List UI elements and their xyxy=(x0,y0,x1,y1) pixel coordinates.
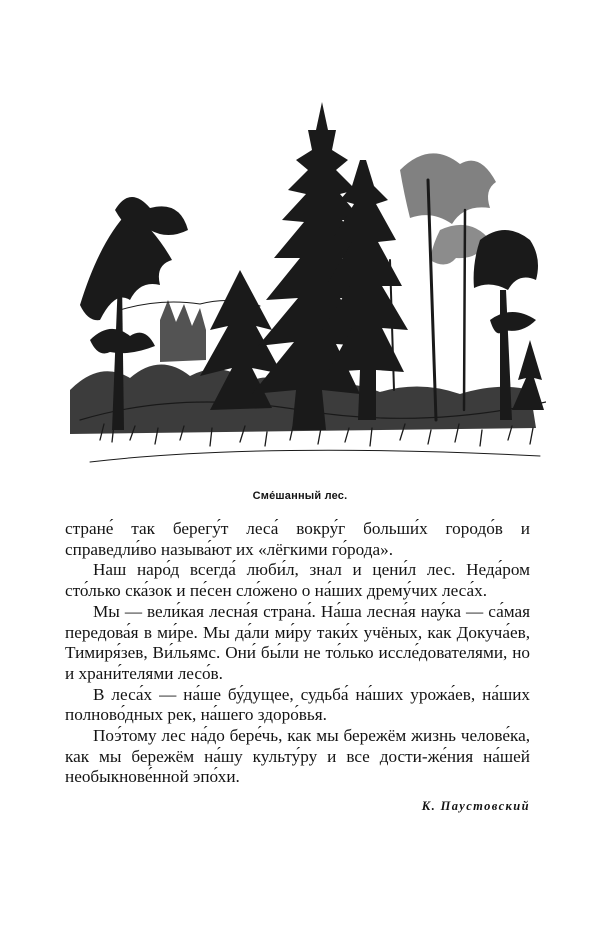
paragraph: Поэ́тому лес на́до бере́чь, как мы бережём жизнь челове́ка, как мы бережём на́шу культу́ру и все дости-же́ния на́шей необыкнове́нной эпо́хи. xyxy=(65,726,530,787)
paragraph: Наш наро́д всегда́ люби́л, знал и цени́л лес. Неда́ром сто́лько ска́зок и пе́сен сло́жено о на́ших дрему́чих леса́х. xyxy=(65,560,530,601)
paragraph: Мы — вели́кая лесна́я страна́. На́ша лесна́я нау́ка — са́мая передова́я в ми́ре. Мы да́ли ми́ру таки́х учёных, как Докуча́ев, Тимиря́зев, Ви́льямс. Они́ бы́ли не то́лько иссле́дователями, но и храни́телями лесо́в. xyxy=(65,601,530,683)
mixed-forest-illustration xyxy=(60,90,546,476)
body-text xyxy=(65,519,530,788)
paragraph: стране́ так берегу́т леса́ вокру́г больши́х городо́в и справедли́во называ́ют их «лёгкими го́рода». xyxy=(65,519,530,559)
figure-caption: Сме́шанный лес. xyxy=(252,490,348,502)
author-signature: К. Паустовский xyxy=(421,799,530,813)
paragraph: В леса́х — на́ше бу́дущее, судьба́ на́ших урожа́ев, на́ших полново́дных рек, на́шего здоро́вья. xyxy=(65,684,530,725)
